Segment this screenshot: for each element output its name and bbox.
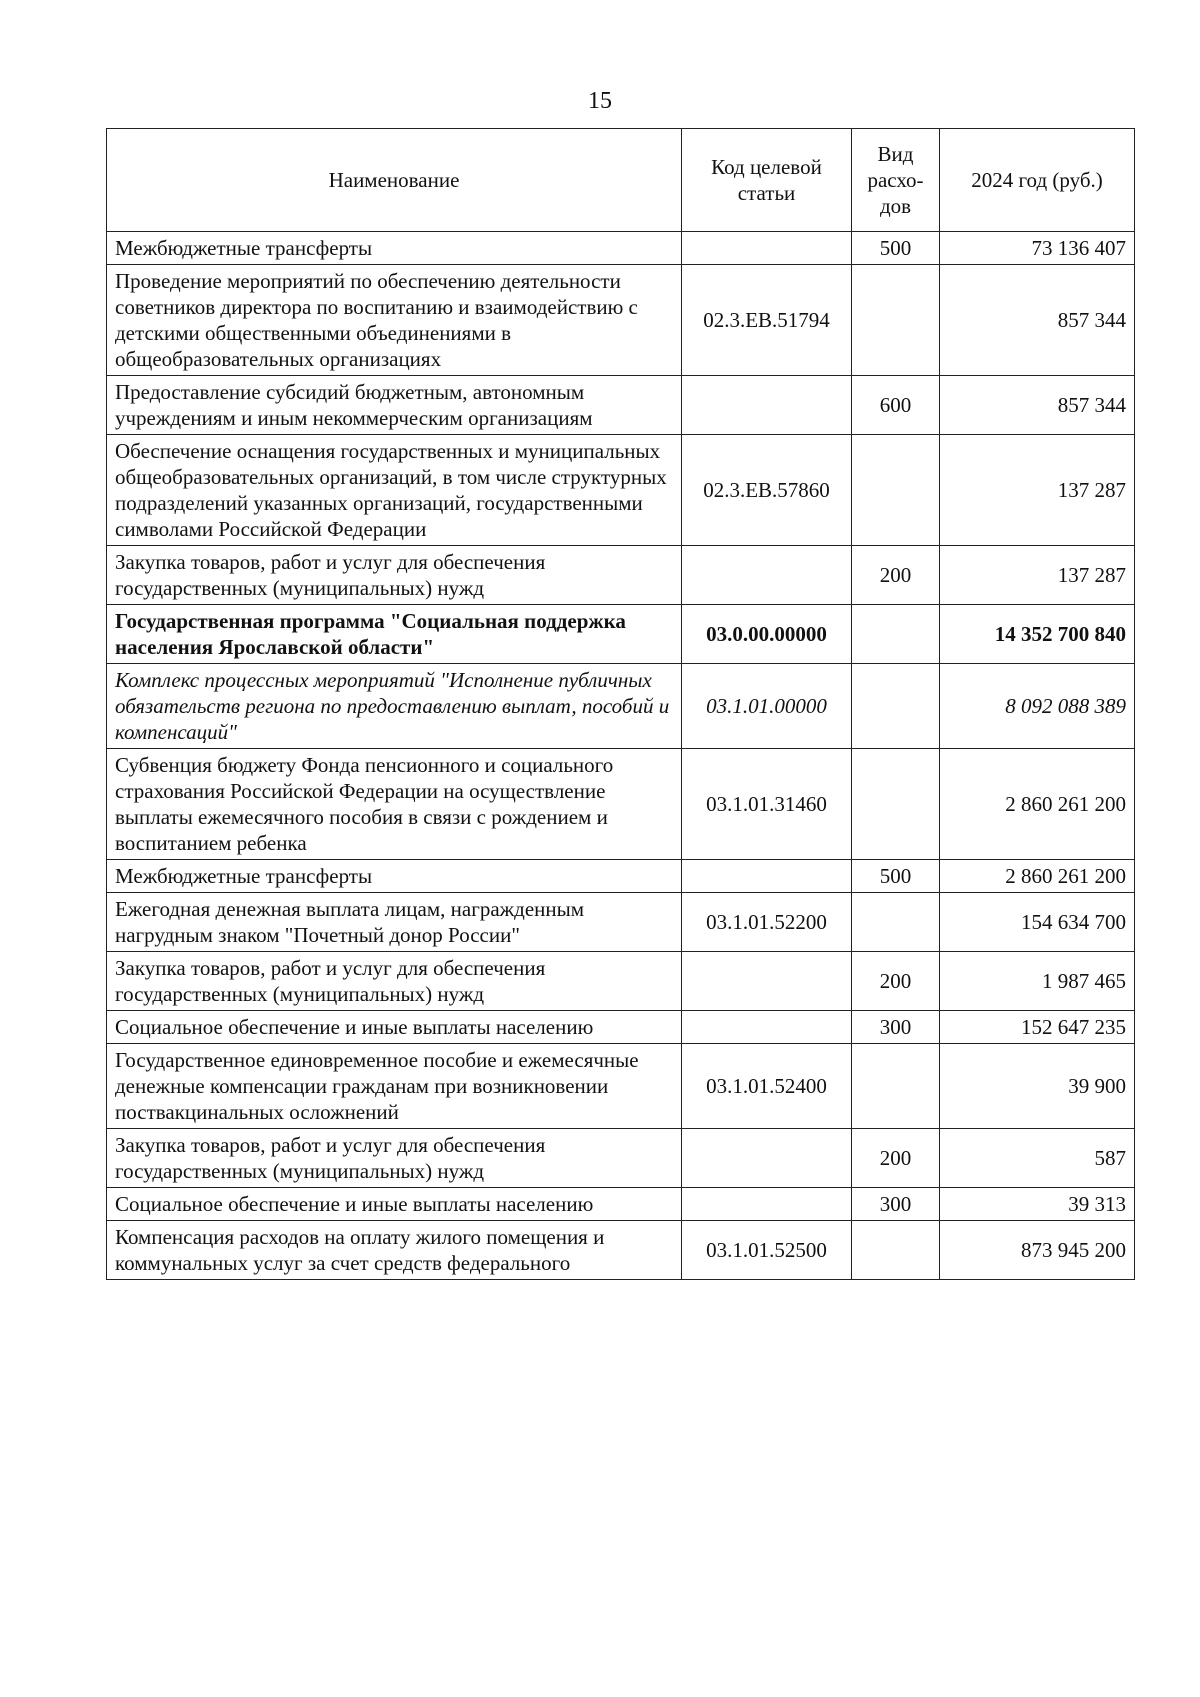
row-kind bbox=[852, 435, 940, 546]
row-amount: 39 900 bbox=[940, 1044, 1135, 1129]
row-code: 02.3.ЕВ.51794 bbox=[682, 265, 852, 376]
row-kind bbox=[852, 893, 940, 952]
table-row bbox=[107, 1044, 1135, 1129]
row-amount: 154 634 700 bbox=[940, 893, 1135, 952]
row-name: Социальное обеспечение и иные выплаты населению bbox=[107, 1011, 682, 1044]
row-kind bbox=[852, 1044, 940, 1129]
row-name: Государственное единовременное пособие и ежемесячные денежные компенсации гражданам при возникновении поствакцинальных осложнений bbox=[107, 1044, 682, 1129]
row-amount: 2 860 261 200 bbox=[940, 860, 1135, 893]
row-code bbox=[682, 1188, 852, 1221]
row-kind bbox=[852, 265, 940, 376]
row-amount: 873 945 200 bbox=[940, 1221, 1135, 1280]
table-row bbox=[107, 749, 1135, 860]
row-name: Проведение мероприятий по обеспечению деятельности советников директора по воспитанию и взаимодействию с детскими общественными объединениями в общеобразовательных организациях bbox=[107, 265, 682, 376]
row-name: Закупка товаров, работ и услуг для обеспечения государственных (муниципальных) нужд bbox=[107, 1129, 682, 1188]
row-name: Межбюджетные трансферты bbox=[107, 860, 682, 893]
row-kind: 200 bbox=[852, 952, 940, 1011]
table-row bbox=[107, 1011, 1135, 1044]
table-row bbox=[107, 605, 1135, 664]
row-name: Субвенция бюджету Фонда пенсионного и социального страхования Российской Федерации на осуществление выплаты ежемесячного пособия в связи с рождением и воспитанием ребенка bbox=[107, 749, 682, 860]
row-amount: 587 bbox=[940, 1129, 1135, 1188]
row-amount: 8 092 088 389 bbox=[940, 664, 1135, 749]
row-code bbox=[682, 952, 852, 1011]
row-amount: 137 287 bbox=[940, 435, 1135, 546]
row-code bbox=[682, 1129, 852, 1188]
table-row bbox=[107, 952, 1135, 1011]
table-header-row bbox=[107, 129, 1135, 232]
row-name: Закупка товаров, работ и услуг для обеспечения государственных (муниципальных) нужд bbox=[107, 952, 682, 1011]
row-name: Социальное обеспечение и иные выплаты населению bbox=[107, 1188, 682, 1221]
table-row bbox=[107, 893, 1135, 952]
header-name: Наименование bbox=[107, 129, 682, 232]
table-row bbox=[107, 546, 1135, 605]
row-amount: 2 860 261 200 bbox=[940, 749, 1135, 860]
row-code: 03.1.01.00000 bbox=[682, 664, 852, 749]
row-name: Закупка товаров, работ и услуг для обеспечения государственных (муниципальных) нужд bbox=[107, 546, 682, 605]
table-row bbox=[107, 232, 1135, 265]
row-kind: 200 bbox=[852, 546, 940, 605]
table-row bbox=[107, 1129, 1135, 1188]
row-name: Государственная программа "Социальная поддержка населения Ярославской области" bbox=[107, 605, 682, 664]
row-amount: 1 987 465 bbox=[940, 952, 1135, 1011]
row-code bbox=[682, 1011, 852, 1044]
row-kind: 500 bbox=[852, 232, 940, 265]
table-body bbox=[107, 232, 1135, 1280]
row-code: 02.3.ЕВ.57860 bbox=[682, 435, 852, 546]
row-name: Комплекс процессных мероприятий "Исполнение публичных обязательств региона по предоставлению выплат, пособий и компенсаций" bbox=[107, 664, 682, 749]
row-code bbox=[682, 546, 852, 605]
row-amount: 857 344 bbox=[940, 265, 1135, 376]
table-row bbox=[107, 1188, 1135, 1221]
row-code bbox=[682, 376, 852, 435]
table-row bbox=[107, 265, 1135, 376]
row-name: Компенсация расходов на оплату жилого помещения и коммунальных услуг за счет средств федерального bbox=[107, 1221, 682, 1280]
row-code bbox=[682, 232, 852, 265]
header-kind: Вид расхо-дов bbox=[852, 129, 940, 232]
row-kind: 300 bbox=[852, 1188, 940, 1221]
row-name: Предоставление субсидий бюджетным, автономным учреждениям и иным некоммерческим организациям bbox=[107, 376, 682, 435]
header-code: Код целевой статьи bbox=[682, 129, 852, 232]
row-kind bbox=[852, 664, 940, 749]
page-number: 15 bbox=[588, 88, 612, 114]
row-code bbox=[682, 860, 852, 893]
row-code: 03.1.01.52200 bbox=[682, 893, 852, 952]
table-row bbox=[107, 1221, 1135, 1280]
row-amount: 14 352 700 840 bbox=[940, 605, 1135, 664]
row-name: Ежегодная денежная выплата лицам, награжденным нагрудным знаком "Почетный донор России" bbox=[107, 893, 682, 952]
table-row bbox=[107, 664, 1135, 749]
row-kind: 200 bbox=[852, 1129, 940, 1188]
row-name: Межбюджетные трансферты bbox=[107, 232, 682, 265]
budget-table bbox=[106, 128, 1135, 1280]
row-name: Обеспечение оснащения государственных и муниципальных общеобразовательных организаций, в том числе структурных подразделений указанных организаций, государственными символами Российской Федерации bbox=[107, 435, 682, 546]
row-amount: 39 313 bbox=[940, 1188, 1135, 1221]
row-code: 03.1.01.31460 bbox=[682, 749, 852, 860]
row-amount: 152 647 235 bbox=[940, 1011, 1135, 1044]
table-row bbox=[107, 376, 1135, 435]
row-kind: 500 bbox=[852, 860, 940, 893]
row-kind bbox=[852, 605, 940, 664]
row-kind: 300 bbox=[852, 1011, 940, 1044]
row-kind bbox=[852, 1221, 940, 1280]
row-code: 03.1.01.52400 bbox=[682, 1044, 852, 1129]
row-amount: 73 136 407 bbox=[940, 232, 1135, 265]
table-row bbox=[107, 435, 1135, 546]
table-row bbox=[107, 860, 1135, 893]
row-amount: 137 287 bbox=[940, 546, 1135, 605]
row-code: 03.0.00.00000 bbox=[682, 605, 852, 664]
row-code: 03.1.01.52500 bbox=[682, 1221, 852, 1280]
row-amount: 857 344 bbox=[940, 376, 1135, 435]
row-kind bbox=[852, 749, 940, 860]
row-kind: 600 bbox=[852, 376, 940, 435]
header-amount: 2024 год (руб.) bbox=[940, 129, 1135, 232]
